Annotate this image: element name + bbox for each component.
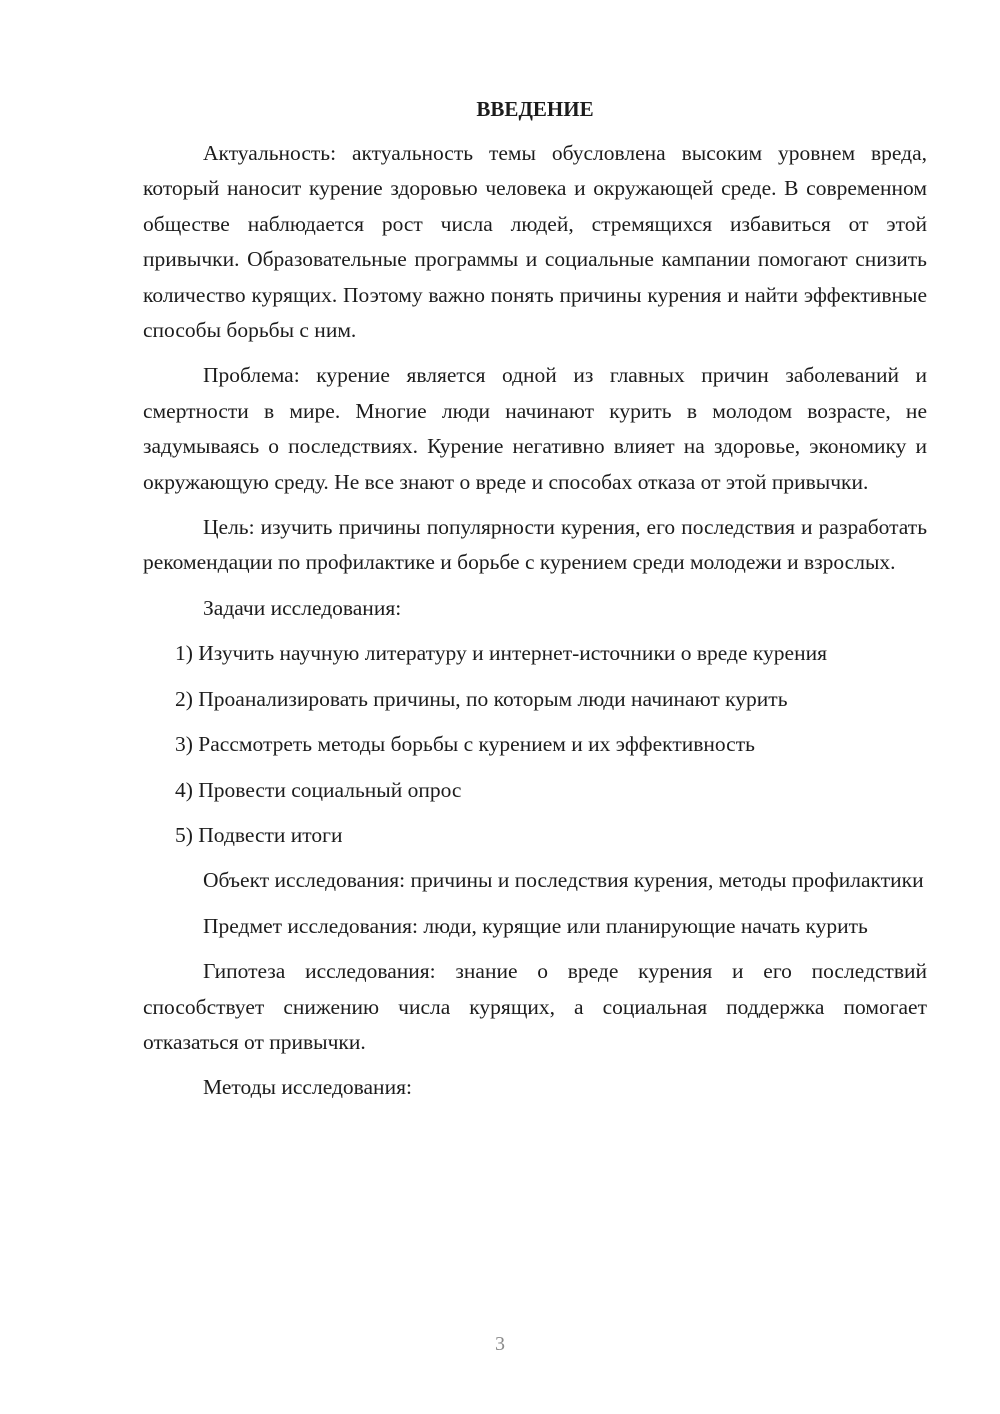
methods-heading: Методы исследования:	[203, 1075, 412, 1100]
task-item-2: 2) Проанализировать причины, по которым люди начинают курить	[175, 686, 788, 711]
document-page	[143, 92, 927, 1116]
paragraph-hypothesis: Гипотеза исследования: знание о вреде курения и его последствий способствует снижению числа курящих, а социальная поддержка помогает отказаться от привычки.	[143, 959, 927, 1054]
paragraph-object: Объект исследования: причины и последствия курения, методы профилактики	[203, 868, 924, 893]
section-title: ВВЕДЕНИЕ	[476, 97, 594, 121]
task-item-4: 4) Провести социальный опрос	[175, 777, 462, 802]
task-item-3: 3) Рассмотреть методы борьбы с курением и их эффективность	[175, 732, 755, 757]
paragraph-relevance: Актуальность: актуальность темы обусловлена высоким уровнем вреда, который наносит курение здоровью человека и окружающей среде. В современном обществе наблюдается рост числа людей, стремящихся избавиться от этой привычки. Образовательные программы и социальные кампании помогают снизить количество курящих. Поэтому важно понять причины курения и найти эффективные способы борьбы с ним.	[143, 141, 927, 343]
page-number: 3	[495, 1333, 505, 1355]
task-item-1: 1) Изучить научную литературу и интернет-источники о вреде курения	[175, 641, 827, 666]
paragraph-problem: Проблема: курение является одной из главных причин заболеваний и смертности в мире. Многие люди начинают курить в молодом возрасте, не задумываясь о последствиях. Курение негативно влияет на здоровье, экономику и окружающую среду. Не все знают о вреде и способах отказа от этой привычки.	[143, 363, 927, 494]
paragraph-goal: Цель: изучить причины популярности курения, его последствия и разработать рекомендации по профилактике и борьбе с курением среди молодежи и взрослых.	[143, 515, 927, 575]
tasks-heading: Задачи исследования:	[203, 595, 402, 620]
paragraph-subject: Предмет исследования: люди, курящие или планирующие начать курить	[203, 913, 868, 938]
task-item-5: 5) Подвести итоги	[175, 822, 343, 847]
